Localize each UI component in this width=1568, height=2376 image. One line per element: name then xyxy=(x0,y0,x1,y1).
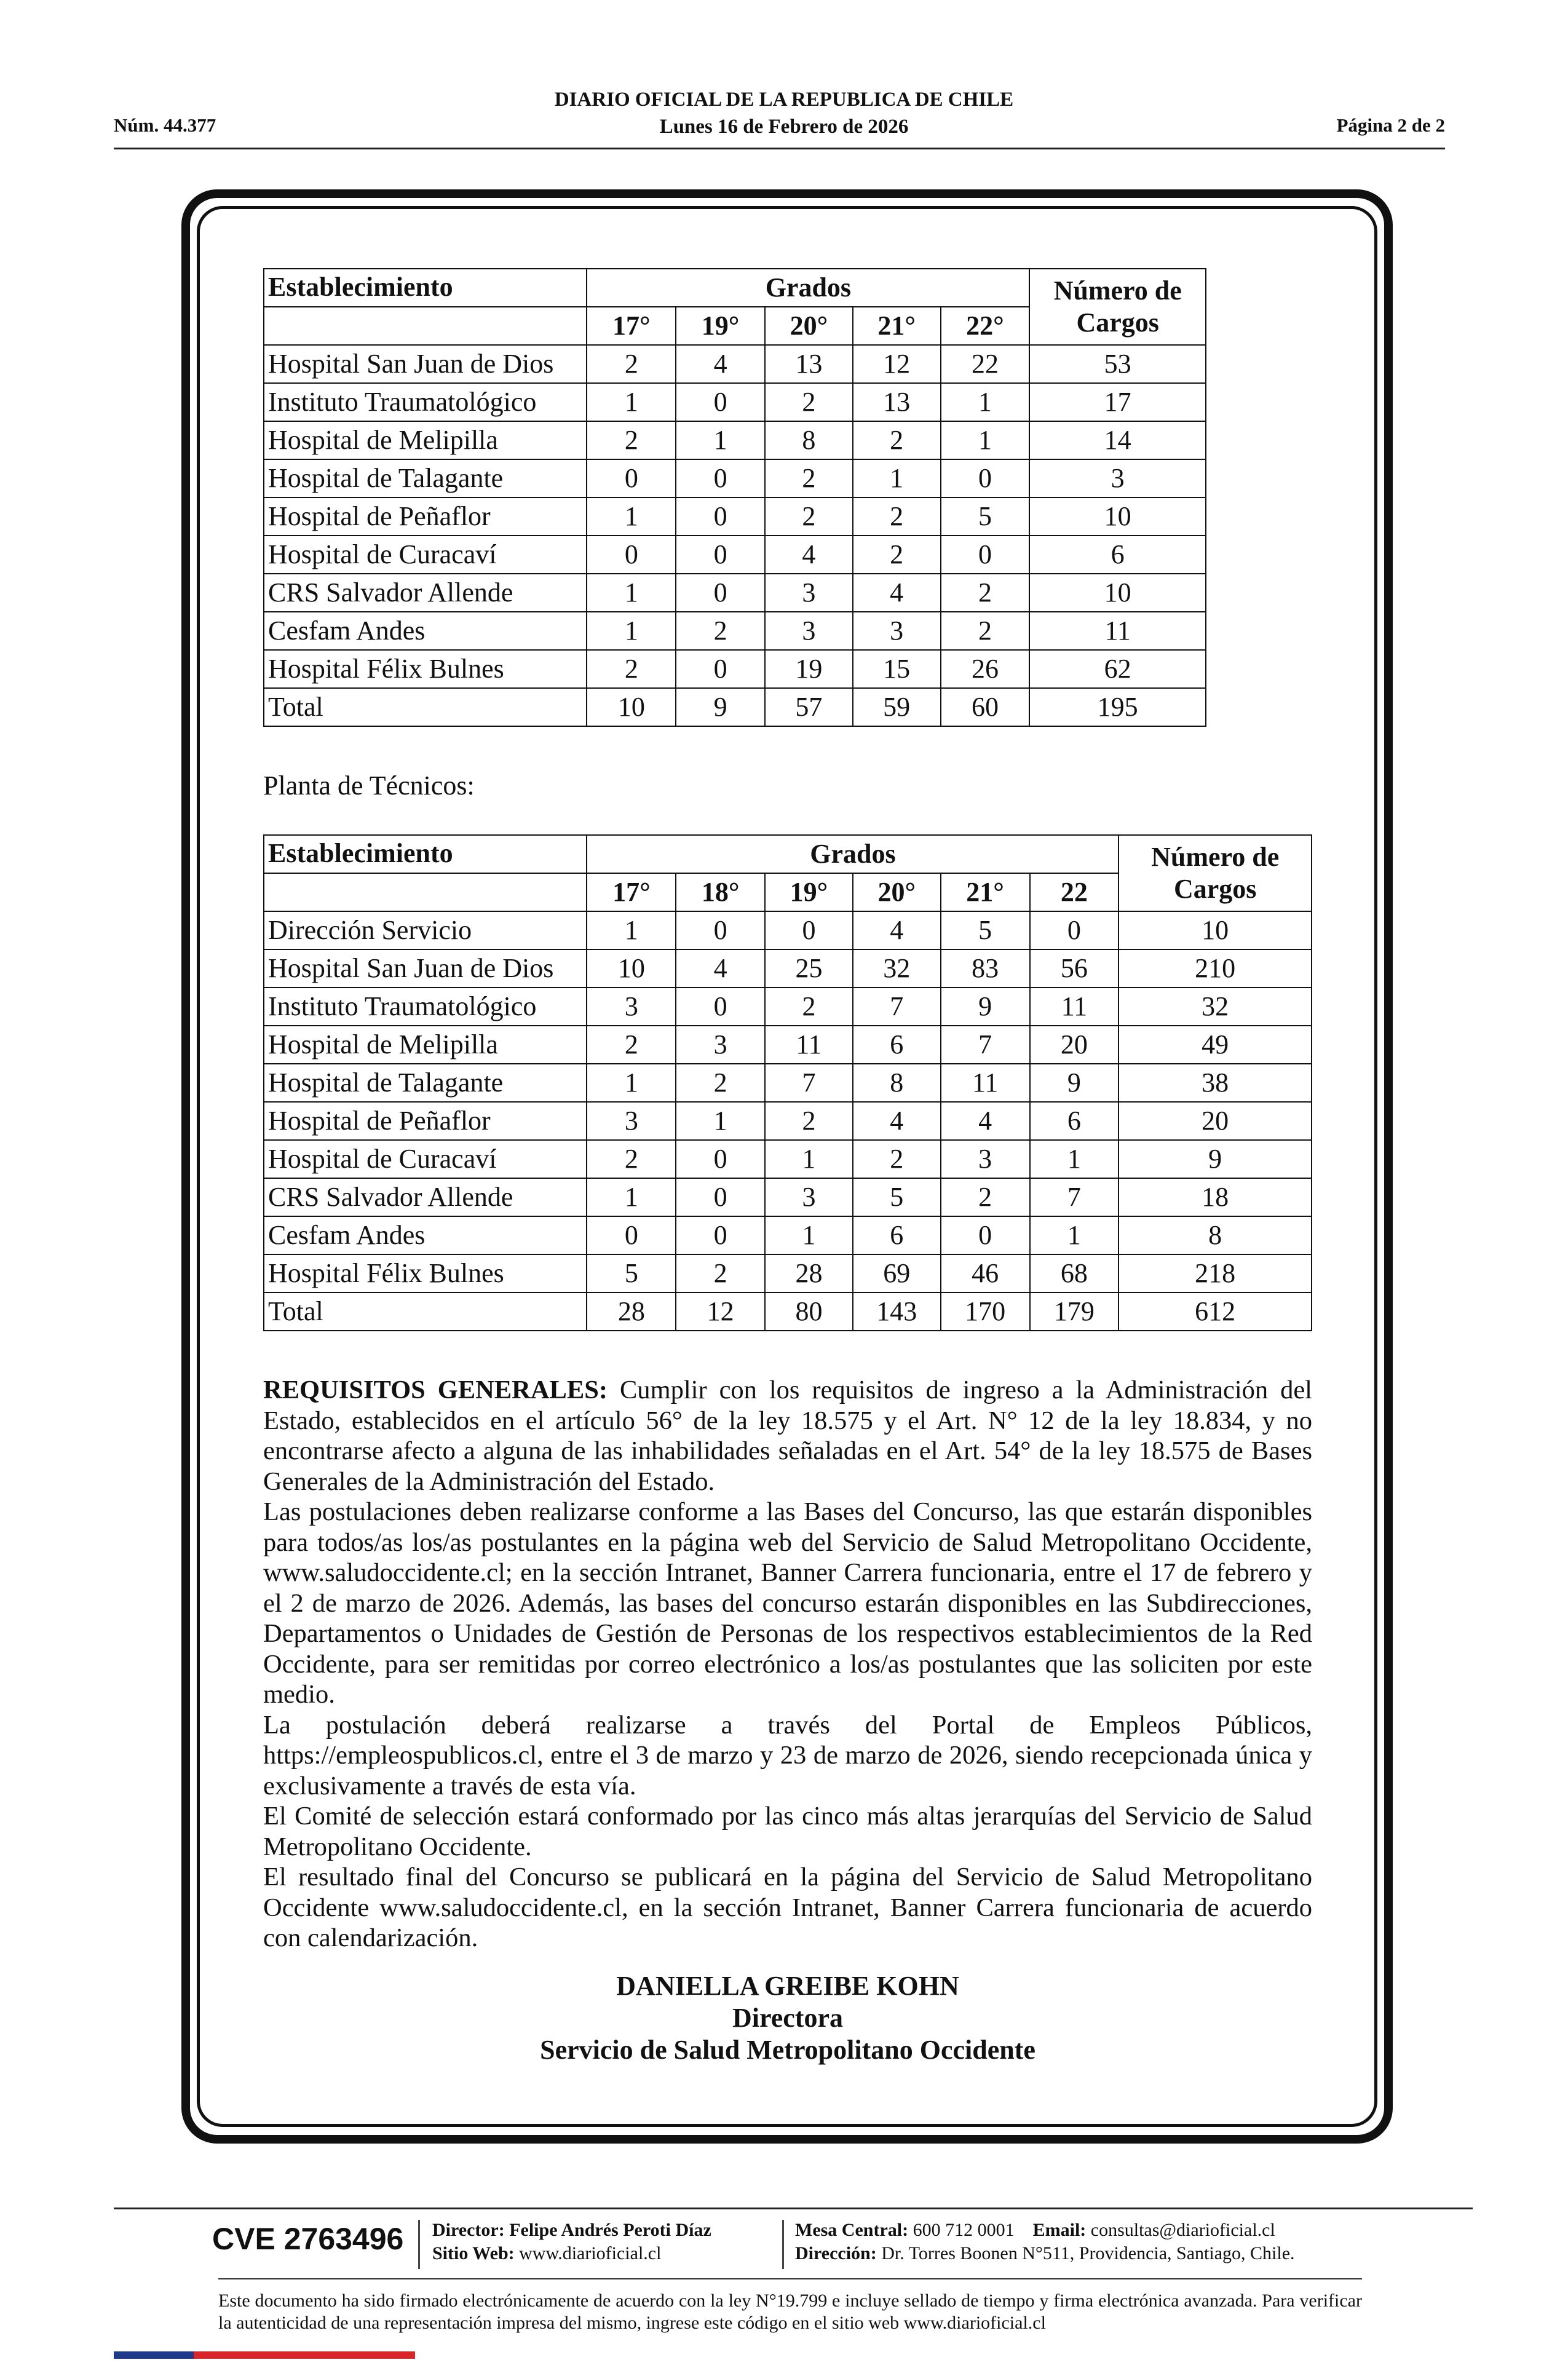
table-row xyxy=(264,421,1206,459)
footer-separator xyxy=(418,2220,420,2269)
journal-title: DIARIO OFICIAL DE LA REPUBLICA DE CHILE xyxy=(554,89,1014,111)
grade-header: 22° xyxy=(941,307,1030,345)
signer-name: DANIELLA GREIBE KOHN xyxy=(616,1971,959,2001)
grade-header: 22 xyxy=(1030,873,1119,911)
cargos-total-cell: 49 xyxy=(1119,1026,1312,1064)
grade-value-cell: 32 xyxy=(853,949,941,988)
establecimiento-cell: Hospital Félix Bulnes xyxy=(264,1254,587,1293)
grade-value-cell: 28 xyxy=(765,1254,853,1293)
grade-value-cell: 2 xyxy=(676,1254,765,1293)
table-row xyxy=(264,345,1206,383)
grade-value-cell: 0 xyxy=(676,1140,765,1178)
grade-value-cell: 1 xyxy=(765,1216,853,1254)
table-row xyxy=(264,1293,1312,1331)
grade-value-cell: 3 xyxy=(587,988,676,1026)
grade-value-cell: 8 xyxy=(853,1064,941,1102)
grade-value-cell: 13 xyxy=(765,345,853,383)
grade-value-cell: 20 xyxy=(1030,1026,1119,1064)
grade-value-cell: 3 xyxy=(765,612,853,650)
grade-value-cell: 9 xyxy=(676,688,765,726)
grade-header: 20° xyxy=(765,307,853,345)
table-row xyxy=(264,1178,1312,1216)
grade-value-cell: 6 xyxy=(853,1216,941,1254)
grade-value-cell: 2 xyxy=(765,1102,853,1140)
establecimiento-cell: Hospital Félix Bulnes xyxy=(264,650,587,688)
cargos-total-cell: 10 xyxy=(1119,911,1312,949)
grade-value-cell: 2 xyxy=(676,1064,765,1102)
grade-value-cell: 4 xyxy=(941,1102,1030,1140)
establecimiento-cell: Hospital de Talagante xyxy=(264,459,587,497)
establecimiento-cell: Hospital de Melipilla xyxy=(264,421,587,459)
cargos-total-cell: 9 xyxy=(1119,1140,1312,1178)
footer-director-info xyxy=(432,2219,711,2265)
establecimiento-cell: Instituto Traumatológico xyxy=(264,383,587,421)
grade-value-cell: 5 xyxy=(587,1254,676,1293)
grade-value-cell: 0 xyxy=(676,497,765,536)
cargos-total-cell: 53 xyxy=(1029,345,1206,383)
footer-legal-note xyxy=(218,2290,1362,2334)
grade-value-cell: 26 xyxy=(941,650,1030,688)
grade-header: 21° xyxy=(853,307,941,345)
grade-value-cell: 10 xyxy=(587,688,676,726)
cargos-header-line2: Cargos xyxy=(1076,307,1159,338)
grade-value-cell: 3 xyxy=(587,1102,676,1140)
grade-value-cell: 0 xyxy=(676,1216,765,1254)
grade-value-cell: 4 xyxy=(853,574,941,612)
cve-code: CVE 2763496 xyxy=(212,2222,404,2256)
comite-paragraph: El Comité de selección estará conformado por las cinco más altas jerarquías del Servicio de Salud Metropolitano Occidente. xyxy=(263,1802,1312,1861)
grade-value-cell: 1 xyxy=(587,911,676,949)
director-line xyxy=(432,2219,711,2242)
establecimiento-cell: Cesfam Andes xyxy=(264,612,587,650)
grade-value-cell: 4 xyxy=(853,911,941,949)
grade-header: 21° xyxy=(941,873,1030,911)
table-row xyxy=(264,1064,1312,1102)
cargos-header-line1: Número de xyxy=(1151,842,1280,872)
grade-value-cell: 7 xyxy=(765,1064,853,1102)
empty-cell xyxy=(264,307,587,345)
cargos-total-cell: 17 xyxy=(1029,383,1206,421)
grade-value-cell: 80 xyxy=(765,1293,853,1331)
flag-stripe-red xyxy=(194,2351,415,2359)
grade-value-cell: 68 xyxy=(1030,1254,1119,1293)
grade-value-cell: 1 xyxy=(853,459,941,497)
legal-note-text: Este documento ha sido firmado electrónicamente de acuerdo con la ley N°19.799 e incluye sellado de tiempo y firma electrónica avanzada. Para verificar la autenticidad de una representación impresa del mismo, ingrese este código en el sitio web www.diarioficial.cl xyxy=(218,2291,1362,2333)
grade-value-cell: 0 xyxy=(676,988,765,1026)
grade-value-cell: 13 xyxy=(853,383,941,421)
grade-value-cell: 1 xyxy=(587,1064,676,1102)
director-label: Director: xyxy=(432,2220,505,2240)
cargos-total-cell: 210 xyxy=(1119,949,1312,988)
grade-value-cell: 0 xyxy=(941,536,1030,574)
grade-value-cell: 46 xyxy=(941,1254,1030,1293)
grade-value-cell: 0 xyxy=(676,536,765,574)
grade-value-cell: 0 xyxy=(765,911,853,949)
grade-value-cell: 170 xyxy=(941,1293,1030,1331)
signer-org: Servicio de Salud Metropolitano Occidente xyxy=(540,2035,1035,2065)
grade-value-cell: 11 xyxy=(1030,988,1119,1026)
grade-value-cell: 9 xyxy=(1030,1064,1119,1102)
grade-value-cell: 6 xyxy=(853,1026,941,1064)
grade-value-cell: 2 xyxy=(765,497,853,536)
cargos-total-cell: 10 xyxy=(1029,497,1206,536)
empty-cell xyxy=(264,873,587,911)
table-row xyxy=(264,574,1206,612)
page-number: Página 2 de 2 xyxy=(1336,114,1445,136)
footer-note-divider xyxy=(218,2278,1362,2279)
postulacion-portal-paragraph: La postulación deberá realizarse a través del Portal de Empleos Públicos, https://empleospublicos.cl, entre el 3 de marzo y 23 de marzo de 2026, siendo recepcionada única y exclusivamente a través de esta vía. xyxy=(263,1710,1312,1800)
grade-value-cell: 3 xyxy=(941,1140,1030,1178)
grade-value-cell: 7 xyxy=(1030,1178,1119,1216)
grade-value-cell: 2 xyxy=(853,421,941,459)
grade-value-cell: 12 xyxy=(853,345,941,383)
address-line xyxy=(795,2242,1295,2265)
footer-separator xyxy=(782,2220,784,2269)
page-header xyxy=(0,86,1568,140)
cargos-total-cell: 218 xyxy=(1119,1254,1312,1293)
grade-value-cell: 4 xyxy=(676,345,765,383)
col-header-grados: Grados xyxy=(587,269,1029,307)
postulaciones-paragraph: Las postulaciones deben realizarse conforme a las Bases del Concurso, las que estarán disponibles para todos/as los/as postulantes en la página web del Servicio de Salud Metropolitano Occidente, www.saludoccidente.cl; en la sección Intranet, Banner Carrera funcionaria, entre el 17 de febrero y el 2 de marzo de 2026. Además, las bases del concurso estarán disponibles en las Subdirecciones, Departamentos o Unidades de Gestión de Personas de los respectivos establecimientos de la Red Occidente, para ser remitidas por correo electrónico a los/as postulantes que las soliciten por este medio. xyxy=(263,1497,1312,1709)
grade-value-cell: 0 xyxy=(676,383,765,421)
grade-value-cell: 2 xyxy=(765,459,853,497)
grade-value-cell: 1 xyxy=(587,1178,676,1216)
establecimiento-cell: Hospital de Curacaví xyxy=(264,536,587,574)
grade-value-cell: 9 xyxy=(941,988,1030,1026)
establecimiento-cell: Cesfam Andes xyxy=(264,1216,587,1254)
grade-value-cell: 1 xyxy=(941,383,1030,421)
grade-value-cell: 19 xyxy=(765,650,853,688)
flag-stripe-blue xyxy=(114,2351,194,2359)
establecimiento-cell: CRS Salvador Allende xyxy=(264,1178,587,1216)
cargos-header-line2: Cargos xyxy=(1173,874,1257,904)
site-link[interactable]: www.diarioficial.cl xyxy=(514,2243,662,2263)
grade-value-cell: 1 xyxy=(587,612,676,650)
grade-value-cell: 1 xyxy=(765,1140,853,1178)
grade-value-cell: 2 xyxy=(765,988,853,1026)
establecimiento-cell: Hospital San Juan de Dios xyxy=(264,949,587,988)
grade-value-cell: 3 xyxy=(676,1026,765,1064)
grade-value-cell: 0 xyxy=(676,1178,765,1216)
cargos-total-cell: 20 xyxy=(1119,1102,1312,1140)
mesa-value: 600 712 0001 xyxy=(908,2220,1015,2240)
site-line xyxy=(432,2242,711,2265)
cargos-total-cell: 62 xyxy=(1029,650,1206,688)
grade-value-cell: 69 xyxy=(853,1254,941,1293)
requirements-body xyxy=(263,1375,1312,1954)
grade-value-cell: 0 xyxy=(587,1216,676,1254)
col-header-cargos xyxy=(1119,835,1312,911)
email-link[interactable]: consultas@diarioficial.cl xyxy=(1086,2220,1275,2240)
table-row xyxy=(264,650,1206,688)
grade-value-cell: 11 xyxy=(941,1064,1030,1102)
grade-value-cell: 0 xyxy=(676,650,765,688)
table-row xyxy=(264,536,1206,574)
signature-block xyxy=(263,1970,1312,2066)
establecimiento-cell: Hospital de Melipilla xyxy=(264,1026,587,1064)
grade-value-cell: 0 xyxy=(676,459,765,497)
footer-contact-info xyxy=(795,2219,1295,2265)
grade-header: 19° xyxy=(676,307,765,345)
grade-value-cell: 12 xyxy=(676,1293,765,1331)
grade-value-cell: 2 xyxy=(941,1178,1030,1216)
grade-header: 20° xyxy=(853,873,941,911)
signer-role: Directora xyxy=(732,2003,843,2033)
table-row xyxy=(264,383,1206,421)
grade-value-cell: 60 xyxy=(941,688,1030,726)
col-header-cargos xyxy=(1029,269,1206,345)
grade-value-cell: 6 xyxy=(1030,1102,1119,1140)
table-row xyxy=(264,1140,1312,1178)
grade-value-cell: 2 xyxy=(587,345,676,383)
grade-header: 19° xyxy=(765,873,853,911)
cargos-total-cell: 8 xyxy=(1119,1216,1312,1254)
establecimiento-cell: Hospital de Peñaflor xyxy=(264,497,587,536)
grade-value-cell: 5 xyxy=(941,497,1030,536)
address-label: Dirección: xyxy=(795,2243,877,2263)
cargos-total-cell: 38 xyxy=(1119,1064,1312,1102)
col-header-grados: Grados xyxy=(587,835,1119,873)
grade-value-cell: 5 xyxy=(941,911,1030,949)
grade-value-cell: 7 xyxy=(853,988,941,1026)
grade-value-cell: 15 xyxy=(853,650,941,688)
grade-value-cell: 1 xyxy=(587,383,676,421)
publication-date: Lunes 16 de Febrero de 2026 xyxy=(659,116,909,138)
grade-value-cell: 83 xyxy=(941,949,1030,988)
grade-header: 17° xyxy=(587,307,676,345)
grade-value-cell: 2 xyxy=(587,650,676,688)
grade-value-cell: 0 xyxy=(1030,911,1119,949)
cargos-total-cell: 10 xyxy=(1029,574,1206,612)
cargos-total-cell: 32 xyxy=(1119,988,1312,1026)
table-row xyxy=(264,949,1312,988)
grade-value-cell: 1 xyxy=(587,497,676,536)
table-row xyxy=(264,1026,1312,1064)
grade-value-cell: 7 xyxy=(941,1026,1030,1064)
requisitos-text: Cumplir con los requisitos de ingreso a la Administración del Estado, establecidos en el artículo 56° de la ley 18.575 y el Art. N° 12 de la ley 18.834, y no encontrarse afecto a alguna de las inhabilidades señaladas en el Art. 54° de la ley 18.575 de Bases Generales de la Administración del Estado. xyxy=(263,1376,1312,1496)
grade-value-cell: 4 xyxy=(676,949,765,988)
site-label: Sitio Web: xyxy=(432,2243,515,2263)
cargos-table-1 xyxy=(263,268,1206,727)
establecimiento-cell: Hospital de Peñaflor xyxy=(264,1102,587,1140)
header-divider xyxy=(114,148,1445,149)
establecimiento-cell: Total xyxy=(264,688,587,726)
cargos-total-cell: 14 xyxy=(1029,421,1206,459)
establecimiento-cell: Hospital de Talagante xyxy=(264,1064,587,1102)
table-row xyxy=(264,612,1206,650)
grade-value-cell: 4 xyxy=(765,536,853,574)
grade-value-cell: 2 xyxy=(765,383,853,421)
table-row xyxy=(264,1254,1312,1293)
director-value: Felipe Andrés Peroti Díaz xyxy=(504,2220,711,2240)
grade-value-cell: 179 xyxy=(1030,1293,1119,1331)
table-row xyxy=(264,988,1312,1026)
table-row xyxy=(264,1102,1312,1140)
establecimiento-cell: Instituto Traumatológico xyxy=(264,988,587,1026)
col-header-establecimiento: Establecimiento xyxy=(264,835,587,873)
grade-value-cell: 1 xyxy=(941,421,1030,459)
grade-value-cell: 8 xyxy=(765,421,853,459)
table-row xyxy=(264,1216,1312,1254)
requisitos-label: REQUISITOS GENERALES: xyxy=(263,1376,608,1404)
grade-value-cell: 2 xyxy=(941,612,1030,650)
grade-header: 17° xyxy=(587,873,676,911)
contact-line xyxy=(795,2219,1295,2242)
establecimiento-cell: CRS Salvador Allende xyxy=(264,574,587,612)
address-value: Dr. Torres Boonen N°511, Providencia, Santiago, Chile. xyxy=(876,2243,1295,2263)
grade-header: 18° xyxy=(676,873,765,911)
cargos-total-cell: 612 xyxy=(1119,1293,1312,1331)
table-row xyxy=(264,459,1206,497)
grade-value-cell: 11 xyxy=(765,1026,853,1064)
grade-value-cell: 4 xyxy=(853,1102,941,1140)
grade-value-cell: 5 xyxy=(853,1178,941,1216)
grade-value-cell: 56 xyxy=(1030,949,1119,988)
col-header-establecimiento: Establecimiento xyxy=(264,269,587,307)
grade-value-cell: 10 xyxy=(587,949,676,988)
establecimiento-cell: Hospital San Juan de Dios xyxy=(264,345,587,383)
establecimiento-cell: Total xyxy=(264,1293,587,1331)
grade-value-cell: 0 xyxy=(676,911,765,949)
cargos-total-cell: 18 xyxy=(1119,1178,1312,1216)
grade-value-cell: 59 xyxy=(853,688,941,726)
grade-value-cell: 2 xyxy=(587,1140,676,1178)
issue-number: Núm. 44.377 xyxy=(114,114,216,136)
resultado-paragraph: El resultado final del Concurso se publicará en la página del Servicio de Salud Metropolitano Occidente www.saludoccidente.cl, en la sección Intranet, Banner Carrera funcionaria de acuerdo con calendarización. xyxy=(263,1863,1312,1952)
mesa-label: Mesa Central: xyxy=(795,2220,909,2240)
grade-value-cell: 3 xyxy=(765,574,853,612)
grade-value-cell: 0 xyxy=(941,1216,1030,1254)
grade-value-cell: 2 xyxy=(587,1026,676,1064)
grade-value-cell: 0 xyxy=(587,536,676,574)
grade-value-cell: 2 xyxy=(853,497,941,536)
cargos-total-cell: 11 xyxy=(1029,612,1206,650)
grade-value-cell: 2 xyxy=(853,536,941,574)
grade-value-cell: 57 xyxy=(765,688,853,726)
grade-value-cell: 2 xyxy=(941,574,1030,612)
grade-value-cell: 143 xyxy=(853,1293,941,1331)
table-row xyxy=(264,911,1312,949)
grade-value-cell: 3 xyxy=(765,1178,853,1216)
cargos-header-line1: Número de xyxy=(1053,275,1182,306)
grade-value-cell: 25 xyxy=(765,949,853,988)
cargos-total-cell: 3 xyxy=(1029,459,1206,497)
requisitos-paragraph xyxy=(263,1375,1312,1497)
cargos-total-cell: 195 xyxy=(1029,688,1206,726)
email-label: Email: xyxy=(1032,2220,1087,2240)
establecimiento-cell: Dirección Servicio xyxy=(264,911,587,949)
grade-value-cell: 0 xyxy=(676,574,765,612)
grade-value-cell: 2 xyxy=(587,421,676,459)
grade-value-cell: 0 xyxy=(587,459,676,497)
grade-value-cell: 2 xyxy=(676,612,765,650)
cargos-total-cell: 6 xyxy=(1029,536,1206,574)
grade-value-cell: 1 xyxy=(1030,1140,1119,1178)
footer-divider xyxy=(114,2208,1473,2209)
grade-value-cell: 22 xyxy=(941,345,1030,383)
table-row xyxy=(264,497,1206,536)
grade-value-cell: 2 xyxy=(853,1140,941,1178)
grade-value-cell: 28 xyxy=(587,1293,676,1331)
grade-value-cell: 1 xyxy=(676,1102,765,1140)
cargos-table-2 xyxy=(263,834,1312,1331)
grade-value-cell: 0 xyxy=(941,459,1030,497)
grade-value-cell: 1 xyxy=(1030,1216,1119,1254)
grade-value-cell: 1 xyxy=(587,574,676,612)
planta-tecnicos-label: Planta de Técnicos: xyxy=(263,770,475,801)
grade-value-cell: 3 xyxy=(853,612,941,650)
table-row xyxy=(264,688,1206,726)
establecimiento-cell: Hospital de Curacaví xyxy=(264,1140,587,1178)
grade-value-cell: 1 xyxy=(676,421,765,459)
